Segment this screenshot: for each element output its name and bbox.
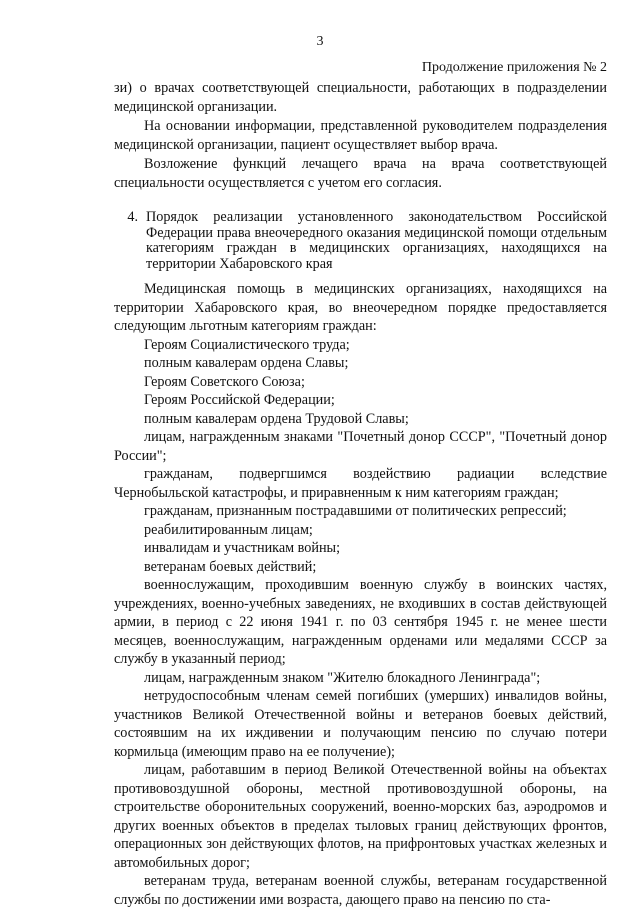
list-item: инвалидам и участникам войны; [144, 540, 341, 556]
list-item: нетрудоспособным членам семей погибших (умерших) инвалидов войны, участников Великой Отечественной войны и ветеранов боевых действий, состоявшим на их иждивении и получающим пенсию по случаю потери кормильца (имеющим право на ее получение); [114, 688, 607, 760]
appendix-continuation-note: Продолжение приложения № 2 [421, 60, 607, 75]
section-number: 4. [127, 209, 138, 225]
section-heading [114, 210, 607, 272]
list-item: лицам, награжденным знаком "Жителю блокадного Ленинграда"; [144, 669, 541, 686]
list-item: гражданам, подвергшимся воздействию радиации вследствие Чернобыльской катастрофы, и приравненным к ним категориям граждан; [114, 466, 607, 501]
list-item: полным кавалерам ордена Трудовой Славы; [144, 410, 409, 427]
page-number: 3 [316, 34, 324, 49]
section-title: Порядок реализации установленного законодательством Российской Федерации права внеочередного оказания медицинской помощи отдельным категориям граждан в медицинских организациях, находящихся на территории Хабаровского края [146, 209, 607, 272]
paragraph: Возложение функций лечащего врача на врача соответствующей специальности осуществляется с учетом его согласия. [114, 156, 607, 191]
document-body [114, 79, 607, 909]
list-item: ветеранам боевых действий; [144, 558, 317, 575]
list-item: лицам, награжденным знаками "Почетный донор СССР", "Почетный донор России"; [114, 429, 607, 464]
list-item: гражданам, признанным пострадавшими от политических репрессий; [144, 503, 567, 519]
list-item: Героям Советского Союза; [144, 373, 305, 390]
list-item: военнослужащим, проходившим военную службу в воинских частях, учреждениях, военно-учебных заведениях, не входивших в состав действующей армии, в период с 22 июня 1941 г. по 03 сентября 1945 г. не менее шести месяцев, военнослужащим, награжденным орденами или медалями СССР за службу в указанный период; [114, 577, 607, 667]
list-item: Героям Социалистического труда; [144, 336, 350, 353]
list-item: ветеранам труда, ветеранам военной службы, ветеранам государственной службы по достижении ими возраста, дающего право на пенсию по ста- [114, 873, 607, 908]
list-item: полным кавалерам ордена Славы; [144, 355, 349, 371]
list-item: реабилитированным лицам; [144, 521, 313, 538]
paragraph: На основании информации, представленной руководителем подразделения медицинской организации, пациент осуществляет выбор врача. [114, 118, 607, 153]
paragraph: Медицинская помощь в медицинских организациях, находящихся на территории Хабаровского края, во внеочередном порядке предоставляется следующим льготным категориям граждан: [114, 281, 607, 334]
paragraph: зи) о врачах соответствующей специальности, работающих в подразделении медицинской организации. [114, 80, 607, 115]
list-item: Героям Российской Федерации; [144, 392, 335, 408]
list-item: лицам, работавшим в период Великой Отечественной войны на объектах противовоздушной обороны, местной противовоздушной обороны, на строительстве оборонительных сооружений, военно-морских баз, аэродромов и других военных объектов в пределах тыловых границ действующих фронтов, операционных зон действующих флотов, на прифронтовых участках железных и автомобильных дорог; [114, 762, 607, 871]
